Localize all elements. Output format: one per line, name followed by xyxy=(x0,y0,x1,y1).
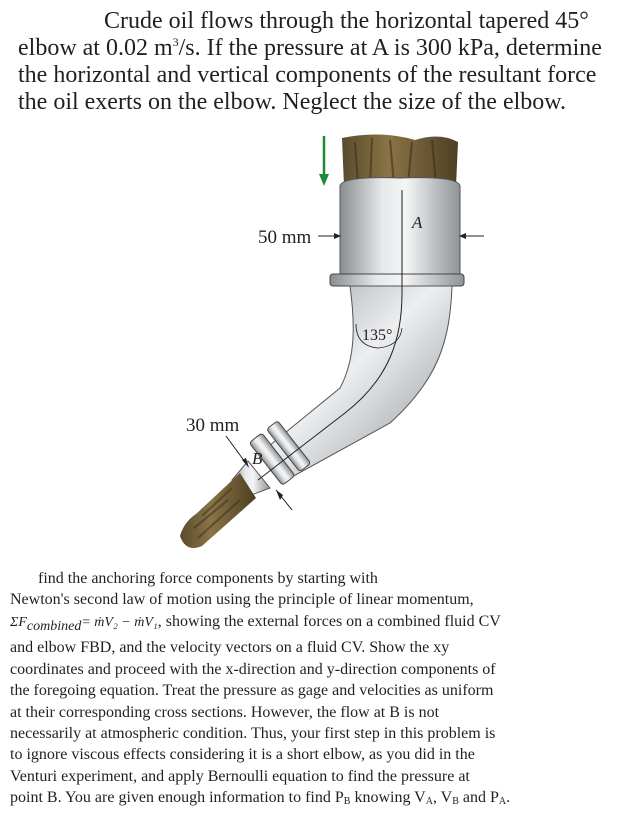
problem-line-1: Crude oil flows through the horizontal tapered 45° xyxy=(104,8,589,34)
oil-outlet xyxy=(180,473,256,548)
label-angle: 135° xyxy=(362,327,393,344)
upper-pipe xyxy=(340,178,460,276)
problem-line-4: the oil exerts on the elbow. Neglect the size of the elbow. xyxy=(18,89,567,115)
instr-line-3: , showing the external forces on a combined fluid CV xyxy=(157,612,501,630)
elbow-diagram xyxy=(150,128,490,558)
instr-line-5: coordinates and proceed with the x-direction and y-direction components of xyxy=(10,660,496,678)
label-30mm: 30 mm xyxy=(186,415,240,436)
dim-30mm-arrow-2 xyxy=(276,490,283,500)
instr-line-9: to ignore viscous effects considering it is a short elbow, as you did in the xyxy=(10,746,475,764)
instr-line-11: point B. You are given enough information to find $P_B$ knowing $V_A$, $V_B$ and $P_A$. xyxy=(10,789,511,808)
flow-arrow-head xyxy=(319,174,329,186)
flange xyxy=(330,274,464,286)
instr-line-4: and elbow FBD, and the velocity vectors on a fluid CV. Show the xy xyxy=(10,639,450,657)
instr-line-7: at their corresponding cross sections. However, the flow at B is not xyxy=(10,703,440,721)
problem-line-3: the horizontal and vertical components of the resultant force xyxy=(18,62,597,88)
label-50mm: 50 mm xyxy=(258,227,312,248)
instr-line-10: Venturi experiment, and apply Bernoulli equation to find the pressure at xyxy=(10,767,470,785)
instr-line-8: necessarily at atmospheric condition. Thus, your first step in this problem is xyxy=(10,725,496,743)
problem-line-2: elbow at 0.02 $m^3/s$. If the pressure at A is 300 kPa, determine xyxy=(18,35,602,61)
elbow-figure xyxy=(150,128,490,558)
instructions-text xyxy=(10,568,570,813)
instr-line-2: Newton's second law of motion using the principle of linear momentum, xyxy=(10,591,474,609)
problem-paragraph xyxy=(18,8,618,116)
momentum-equation: $\Sigma F_{combined}=$ ṁV₂ − ṁV₁ xyxy=(10,614,158,634)
label-a: A xyxy=(412,213,423,232)
problem-statement xyxy=(18,8,618,116)
instr-line-6: the foregoing equation. Treat the pressure as gage and velocities as uniform xyxy=(10,682,494,700)
instr-line-1: find the anchoring force components by starting with xyxy=(38,570,378,587)
label-b: B xyxy=(252,449,263,468)
